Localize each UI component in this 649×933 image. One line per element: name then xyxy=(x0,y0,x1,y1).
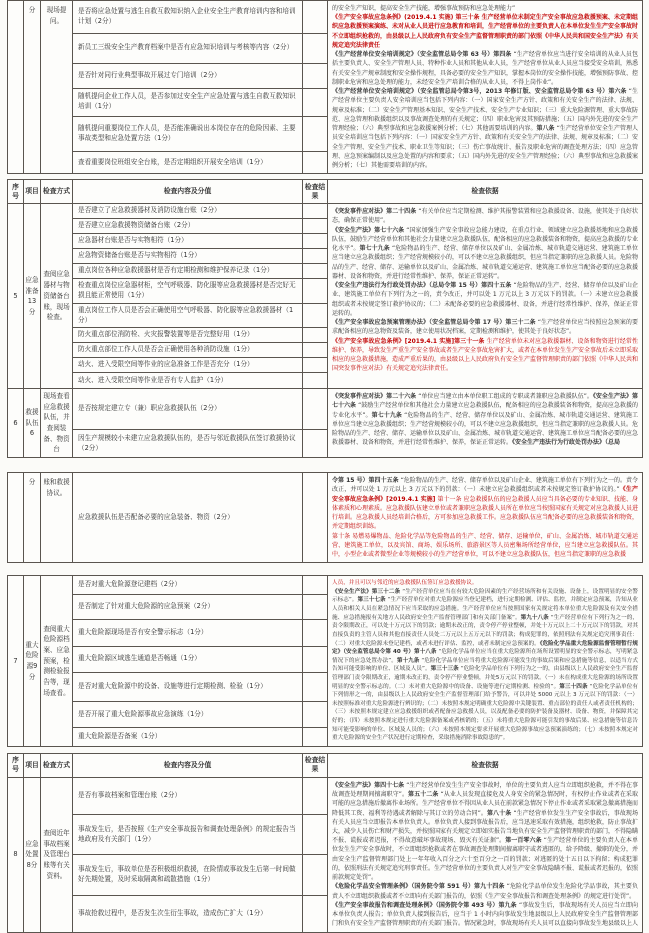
legal-text: “危险化学品单位应当在重大危险源所在场所设置明显的安全警示标志，写明紧急情况下的应急处置办法”。 xyxy=(332,649,639,664)
basis-cell xyxy=(328,1,643,174)
content-cell: 应急救援队伍是否配备必要的应急装备、物资（2分） xyxy=(73,473,303,563)
legal-text: 《安全生产法》第七十六条 xyxy=(332,393,638,410)
method-cell: 查阅应急器材与物资储备台账，现场检查。 xyxy=(41,204,73,389)
content-cell: 应急物资储备台账是否与实物相符（1分） xyxy=(73,249,303,264)
content-cell: 是否建立了应急救援器材及消防设施台账（2分） xyxy=(73,204,303,219)
basis-paragraph xyxy=(332,281,638,318)
basis-paragraph xyxy=(332,226,638,281)
header-row xyxy=(8,753,643,777)
result-cell xyxy=(303,373,328,389)
item-cell: 分 xyxy=(24,1,41,174)
column-header: 序号 xyxy=(8,180,24,204)
content-cell: 查看重要岗位班组安全台账，是否定期组织开展安全培训（1分） xyxy=(73,151,303,173)
table-row xyxy=(8,1,643,34)
table-row xyxy=(8,204,643,219)
content-cell: 是否针对同行业典型事故开展过专门培训（2分） xyxy=(73,64,303,88)
table-row xyxy=(8,576,643,595)
result-cell xyxy=(303,249,328,264)
content-cell: 事故抢救过程中，是否发生次生衍生事故，造成伤亡扩大（1分） xyxy=(73,896,303,932)
method-cell: 现场提问。 xyxy=(41,1,73,174)
content-cell: 事故发生后，是否按照《生产安全事故报告和调查处理条例》的规定报告当地政府及有关部门（1分） xyxy=(73,815,303,855)
basis-cell xyxy=(328,389,643,458)
legal-text-red: 《生产安全事故应急条例》[2019.4.1 实施] xyxy=(332,486,638,503)
result-cell xyxy=(303,88,328,117)
result-cell xyxy=(303,815,328,855)
table-block-B xyxy=(7,179,643,458)
basis-paragraph xyxy=(332,50,638,87)
seq-cell: 6 xyxy=(8,389,24,458)
legal-text: 第七十九条 xyxy=(359,245,392,253)
result-cell xyxy=(303,701,328,727)
content-cell: 是否按规定建立专（兼）职应急救援队伍（2分） xyxy=(73,389,303,430)
legal-text: “生产经营单位对重大危险源应当登记建档，进行定期检测、评估、监控，并制定应急预案，告知从业人员和相关人员在紧急情况下应当采取的应急措施。生产经营单位应当按照国家有关规定将本单位重大危险源及有关安全措施、应急措施报有关地方人民政府安全生产监督管理部门和有关部门备案”。 xyxy=(332,597,638,621)
result-cell xyxy=(303,1,328,34)
legal-text-red: 第十一条 应急救援队伍的应急救援人员应当具备必要的专业知识、技能、身体素质和心理素质。应急救援队伍建立单位或者兼职应急救援人员所在单位应当按照国家有关规定对应急救援人员进行培训。应急救援人员经培训合格后，方可参加应急救援工作。应急救援队伍应当配备必要的应急救援装备和物资，并定期组织训练。 xyxy=(332,495,639,531)
result-cell xyxy=(303,204,328,219)
column-header: 检查方式 xyxy=(41,180,73,204)
column-header: 序号 xyxy=(8,753,24,777)
basis-cell xyxy=(328,204,643,389)
result-cell xyxy=(303,303,328,328)
legal-text: 《安全生产法》第七十六条 xyxy=(332,226,407,234)
result-cell xyxy=(303,777,328,815)
legal-text: 《危险化学品重大危险源监督管理暂行规定》（安全监管总局令第 40 号）第十八条 xyxy=(332,640,638,656)
legal-text: “生产经营单位发生生产安全事故时，单位的主要负责人应当立即组织抢救，并不得在事故调查处理期间擅离职守”。 xyxy=(332,781,638,799)
basis-paragraph xyxy=(332,392,638,447)
legal-text: 《生产安全事故应急预案管理办法》（安全监管总局令第 17 号）第三十二条 xyxy=(332,319,538,327)
result-cell xyxy=(303,263,328,278)
legal-text: 《生产经营单位安全培训规定》（安全监管总局令第 63 号）第四条 xyxy=(332,51,514,59)
result-cell xyxy=(303,151,328,173)
item-cell: 应急准备13分 xyxy=(24,204,41,389)
legal-text: “有关单位应当定期检测、维护其报警装置和应急救援设备、设施，使其处于良好状态，确保正常使用”。 xyxy=(332,208,638,225)
basis-paragraph xyxy=(332,337,638,374)
legal-text: 第五十二条 xyxy=(408,791,441,799)
result-cell xyxy=(303,64,328,88)
legal-text: 令第 15 号）第四十五条 xyxy=(332,477,401,485)
legal-text: “国家加强生产安全事故应急能力建设，在重点行业、领域建立应急救援基地和应急救援队伍，鼓励生产经营单位和其他社会力量建立应急救援队伍，配备相应的应急救援装备和物资，提高应急救援的专业化水平”。 xyxy=(332,226,639,253)
legal-text: 《安全生产法》第四十七条 xyxy=(332,781,407,789)
table-block-E xyxy=(7,753,643,933)
seq-cell xyxy=(8,1,24,174)
basis-paragraph xyxy=(332,4,638,13)
legal-text: 《危险化学品安全管理条例》（国务院令第 591 号）第九十四条 xyxy=(332,883,507,891)
result-cell xyxy=(303,328,328,343)
basis-paragraph xyxy=(332,13,638,50)
table-block-D xyxy=(7,575,643,747)
seq-cell: 8 xyxy=(8,777,24,932)
content-cell: 重大危险源是否备案（1分） xyxy=(73,728,303,747)
basis-paragraph xyxy=(332,781,638,883)
legal-text: 《生产经营单位安全培训规定》（安全监管总局令第3号，2013 年修订版、安全监管总局令第 63 号）第六条 xyxy=(332,88,629,96)
item-cell: 救援队伍6 xyxy=(24,389,41,458)
result-cell xyxy=(303,473,328,563)
legal-text: “危险化学品单位发生危险化学品事故，其主要负责人不立即组织救援或者不立即向有关部门报告的，依照《生产安全事故报告和调查处理条例》的规定进行处罚”。 xyxy=(332,883,638,900)
legal-text: “危险化学品单位有下列情形之一的，由县级以上人民政府安全生产监督管理部门给予警告，可以并处 5000 元以上 3 万元以下的罚款：（一）未按照标准对重大危险源进行辨识的；（二）未按照本规定明确重大危险源中关键装置、重点部位的责任人或者责任机构的；（三）未按照本规定建立应急救援组织或者配备应急救援人员，以及配备必要的防护装备及器材、设备、物资，并保障其完好的；（四）未按照本规定进行重大危险源备案或者核销的；（五）未将重大危险源可能引发的事故后果、应急措施等信息告知可能受影响的单位、区域及人员的；（六）未按照本规定要求开展重大危险源事故应急预案演练的；（七）未按照本规定对重大危险源的安全生产状况进行定期检查，采取措施消除事故隐患的”。 xyxy=(332,683,638,742)
seq-cell: 7 xyxy=(8,576,24,747)
content-cell: 随机提问企业工作人员，是否参加过安全生产应急处置与逃生自救互救知识培训（1分） xyxy=(73,88,303,117)
result-cell xyxy=(303,595,328,620)
result-cell xyxy=(303,855,328,896)
item-cell: 应急处置8分 xyxy=(24,777,41,932)
result-cell xyxy=(303,343,328,358)
legal-text: “生产经营单位主要负责人安全培训应当包括下列内容：（一）国家安全生产方针、政策和有关安全生产的法律、法规、规章及标准；（二）安全生产管理基本知识、安全生产技术、安全生产专业知识；（三）重大危险源管理、重大事故防范、应急管理和救援组织以及事故调查处理的有关规定；（四）职业危害及其预防措施；（五）国内外先进的安全生产管理经验；（六）典型事故和应急救援案例分析；（七）其他需要培训的内容。 xyxy=(332,88,639,133)
content-cell: 事故发生后，事故单位是否积极组织救援，在险情或事故发生后第一时间做好先期处置，及时采取隔离和疏散措施（1分） xyxy=(73,855,303,896)
basis-paragraph xyxy=(332,579,638,588)
legal-text: 第一百零六条 xyxy=(505,837,544,845)
basis-cell xyxy=(328,777,643,932)
result-cell xyxy=(303,430,328,458)
legal-text: “危险物品的生产、经营、储存单位以及矿山企业、建筑施工单位有下列行为之一的。责令改正，并可以处 1 万元以上 3 万元以下的罚款：（一）未建立应急救援组织或者未按规定签订救护协议的。” xyxy=(332,477,638,494)
legal-text: 第八十条 xyxy=(486,809,514,817)
content-cell: 因生产规模较小未建立应急救援队伍的，是否与邻近救援队伍签订救援协议（2分） xyxy=(73,430,303,458)
legal-text: 第十九条 xyxy=(396,657,422,664)
legal-text-red: 生产经营单位未对应急救援器材、设备和物资进行经常性维护、保养，导致发生严重生产安全事故或者生产安全事故危害扩大，或者在本单位发生生产安全事故后未立即采取相应的应急救援措施，造成严重后果的，由县级以上人民政府负有安全生产监督管理职责的部门依照《中华人民共和国突发事件应对法》有关规定追究法律责任。 xyxy=(332,337,639,373)
legal-text: 《安全生产违法行为行政处罚办法》（总局令第 15 号）第四十五条 xyxy=(332,282,514,290)
column-header: 检查方式 xyxy=(41,753,73,777)
content-cell: 是否开展了重大危险源事故应急演练（1分） xyxy=(73,701,303,727)
legal-text: 《安全生产违法行为行政处罚办法》（总局 xyxy=(512,439,621,447)
legal-text: “危险物品的生产、经营、储存单位以及矿山企业、建筑施工单位有下列行为之一的，责令改正，并可以处 1 万元以上 3 万元以下的罚款。（一）未建立应急救援组织或者未按规定签订救护协议的；（二）未配备必要的应急救援器材、设备，并进行经常性维护、保养，保证正常运转的。 xyxy=(332,282,638,317)
seq-cell: 5 xyxy=(8,204,24,389)
basis-paragraph xyxy=(332,476,638,531)
legal-text: “危险物品的生产、经营、储存单位以及矿山、金属冶炼、城市轨道交通运营、建筑施工单位应当建立应急救援组织；生产经营规模较小的，可以不建立应急救援组织，但应当指定兼职的应急救援人员。危险物品的生产、经营、储存、运输单位以及矿山、金属冶炼、城市轨道交通运营、建筑施工单位应当配备必要的应急救援器材、设备和物资，并进行经常性维护、保养，保证正常运转。 xyxy=(332,411,639,447)
table-row xyxy=(8,777,643,815)
legal-text: 的安全生产知识，提高安全生产技能，增强事故预防和应急处理能力” xyxy=(332,5,516,12)
result-cell xyxy=(303,234,328,249)
legal-text: 第三十三条 xyxy=(430,666,461,673)
legal-text: 第八条 xyxy=(536,125,557,133)
content-cell: 新员工三级安全生产教育档案中是否有应急知识培训与考核等内容（2分） xyxy=(73,33,303,64)
legal-text: 第九十八条 xyxy=(520,614,551,621)
result-cell xyxy=(303,728,328,747)
legal-text: “生产经营单位应当在有较大危险因素的生产经营场所和有关设施、设备上，设置明显的安全警示标志”。 xyxy=(332,588,638,604)
basis-cell xyxy=(328,473,643,563)
legal-text: “事故发生后，事故现场有关人员应当立即向本单位负责人报告；单位负责人接到报告后，应当于 1 小时内向事故发生地县级以上人民政府安全生产监督管理部门和负有安全生产监督管理职责的有关部门报告。情况紧急时，事故现场有关人员可以直接向事故发生地县级以上人 xyxy=(332,901,639,928)
content-cell: 重点岗位工作人员是否会正确使用空气呼吸器、防化服等应急救援器材（1分） xyxy=(73,303,303,328)
content-cell: 重大危险源现场是否有安全警示标志（1分） xyxy=(73,620,303,646)
legal-text: 《突发事件应对法》第二十四条 xyxy=(332,208,419,216)
content-cell: 动火、进入受限空间等作业的应急准备工作是否充分（1分） xyxy=(73,358,303,373)
table-row xyxy=(8,389,643,430)
basis-paragraph xyxy=(332,532,638,560)
basis-paragraph xyxy=(332,87,638,170)
content-cell: 随机提问重要岗位工作人员，是否能准确说出本岗位存在的危险因素、主要事故类型和应急处置方法（1分） xyxy=(73,117,303,152)
legal-text: 第三十四条 xyxy=(559,683,590,690)
legal-text-red: 人员，并且可以与邻近的应急救援队伍签订应急救援协议。 xyxy=(332,580,478,587)
result-cell xyxy=(303,576,328,595)
item-cell: 分 xyxy=(24,473,41,563)
basis-paragraph xyxy=(332,207,638,225)
legal-text: “生产经营单位的主要负责人在本单位发生生产安全事故时，不立即组织抢救或者在事故调查处理期间擅离职守或者逃匿的，给予降级、撤职的处分，并由安全生产监督管理部门处上一年年收入百分之六十至百分之一百的罚款；对逃匿的处十五日以下拘留；构成犯罪的，依照刑法有关规定追究刑事责任。生产经营单位的主要负责人对生产安全事故隐瞒不报、谎报或者迟报的，依照前款规定处罚”。 xyxy=(332,837,639,882)
table-block-C xyxy=(7,472,643,563)
method-cell: 账和救援协议。 xyxy=(41,473,73,563)
column-header: 检查依据 xyxy=(328,753,643,777)
column-header: 检查内容及分值 xyxy=(73,753,303,777)
basis-paragraph xyxy=(332,901,638,929)
content-cell: 防火重点部位工作人员是否会正确使用各种消防设施（1分） xyxy=(73,343,303,358)
item-cell: 重大危险源9分 xyxy=(24,576,41,747)
legal-text-red: 《生产安全事故应急条例》(2019.4.1 实施) 第三十条 生产经营单位未制定生产安全事故应急救援预案、未定期组织应急救援预案演练、未对从业人员进行应急教育和培训，生产经营单位的主要负责人在本单位发生生产安全事故时不立即组织抢救的，由县级以上人民政府负有安全生产监督管理职责的部门依照《中华人民共和国安全生产法》有关规定追究法律责任 xyxy=(332,14,639,49)
basis-cell xyxy=(328,576,643,747)
column-header: 检查结果 xyxy=(303,180,328,204)
legal-text: 《突发事件应对法》第二十六条 xyxy=(332,393,419,401)
basis-paragraph xyxy=(332,882,638,900)
result-cell xyxy=(303,117,328,152)
column-header: 检查结果 xyxy=(303,753,328,777)
content-cell: 重大危险源区域逃生通道是否畅通（1分） xyxy=(73,646,303,672)
document-page xyxy=(7,0,643,933)
method-cell: 现场查看应急救援队伍，并查阅装备、物资台 xyxy=(41,389,73,458)
method-cell: 查阅近年事故档案及管理台账等有关资料。 xyxy=(41,777,73,932)
table-block-A xyxy=(7,0,643,174)
legal-text: 《生产安全事故报告和调查处理条例》（国务院令第 493 号）第九条 xyxy=(332,901,519,909)
result-cell xyxy=(303,278,328,303)
content-cell: 重点岗位各种应急救援器材是否有定期检测和维护保养记录（1分） xyxy=(73,263,303,278)
seq-cell xyxy=(8,473,24,563)
legal-text: 第三十七条 xyxy=(357,597,388,604)
content-cell: 是否将应急处置与逃生自救互救知识纳入企业安全生产教育培训内容和培训计划（2分） xyxy=(73,1,303,34)
legal-text: “危险化学品单位有下列行为之一的，由县级以上人民政府安全生产监督管理部门责令限期改正，逾期未改正的，责令停产停业整顿，并处5万元以下的罚款。（一）未在构成重大危险源的场所设置明显的安全警示标志的。（二）未对重大危险源中的设备、设施等进行定期检测、检验的”。 xyxy=(332,666,638,690)
legal-text-red: 《生产安全事故应急条例》[2019.4.1 实施]第三十一条 xyxy=(332,337,487,345)
header-row xyxy=(8,180,643,204)
content-cell: 应急器材台账是否与实物相符（1分） xyxy=(73,234,303,249)
content-cell: 是否对重大危险源登记建档（2分） xyxy=(73,576,303,595)
content-cell: 是否建立应急救援物资储备台账（2分） xyxy=(73,219,303,234)
column-header: 项目 xyxy=(24,753,41,777)
content-cell: 检查重点岗位应急器材柜，空气呼吸器、防化服等应急救援器材是否完好无损且能正常使用（1分） xyxy=(73,278,303,303)
legal-text: “生产经营单位安全生产管理人员安全培训应当包括下列内容：（一）国家安全生产方针、政策和有关安全生产的法律、法规、规章及标准；（二）安全生产管理、安全生产技术、职业卫生等知识；（三）伤亡事故统计、报告及职业危害的调查处理方法；（四）应急管理、应急预案编制以及应急处置的内容和要求；（五）国内外先进的安全生产管理经验；（六）典型事故和应急救援案例分析；（七）其他需要培训的内容。 xyxy=(332,125,639,169)
result-cell xyxy=(303,646,328,672)
legal-text: “生产经营单位应当按照应急预案的要求配备相应的应急物资及装备，建立使用状况档案，定期检测和维护，使其处于良好状态”。 xyxy=(332,319,638,336)
legal-text: “生产经营单位应当进行安全培训的从业人员包括主要负责人、安全生产管理人员、特种作业人员和其他从业人员，生产经营单位从业人员应当接受安全培训，熟悉有关安全生产规章制度和安全操作规程，具备必要的安全生产知识，掌握本岗位的安全操作技能，增强预防事故、控制职业危害和应急处理的能力，未经安全生产培训合格的从业人员，不得上岗作业”。 xyxy=(332,51,639,86)
legal-text: “从业人员发现直接危及人身安全的紧急情况时，有权停止作业或者在采取可能的应急措施后撤离作业场所。生产经营单位不得因从业人员在前款紧急情况下停止作业或者采取紧急撤离措施而降低其工资、福利等待遇或者解除与其订立的劳动合同”。 xyxy=(332,791,639,817)
content-cell: 是否制定了针对重大危险源的应急预案（2分） xyxy=(73,595,303,620)
result-cell xyxy=(303,672,328,701)
method-cell: 查阅重大危险源档案、应急预案，检测检验报告等，现场查看。 xyxy=(41,576,73,747)
table-row xyxy=(8,473,643,563)
result-cell xyxy=(303,389,328,430)
content-cell: 是否有事故档案和管理台账（2分） xyxy=(73,777,303,815)
legal-text: “危险化学品单位应当将重大危险源可能发生的事故后果和应急措施等信息，以适当方式告知可能受影响的单位、区域及人员”。 xyxy=(332,657,638,673)
result-cell xyxy=(303,896,328,932)
basis-paragraph xyxy=(332,588,638,743)
basis-paragraph xyxy=(332,318,638,336)
legal-text: “危险物品的生产、经营、储存单位以及矿山、金属冶炼、城市轨道交通运营、建筑施工单位应当建立应急救援组织；生产经营规模较小的，可以不建立应急救援组织，但应当指定兼职的应急救援人员。危险物品的生产、经营、储存、运输单位以及矿山、金属冶炼、城市轨道交通运营、建筑施工单位应当配备必要的应急救援器材、设备和物资，并进行经常性维护、保养，保证正常运转”。 xyxy=(332,245,639,280)
column-header: 项目 xyxy=(24,180,41,204)
result-cell xyxy=(303,358,328,373)
legal-text: “单位应当建立由本单位职工组成的专职或者兼职应急救援队伍”。 xyxy=(418,393,593,401)
legal-text: “生产经营单位有下列行为之一的，责令限期改正，可以处十万元以下的罚款；逾期未改正的，责令停产停业整顿，并处十万元以上二十万元以下的罚款，对其直接负责的主管人员和其他直接责任人员处二万元以上五万元以下的罚款；构成犯罪的，依照刑法有关规定追究刑事责任：（二）对重大危险源未登记建档，或者未进行评估、监控，或者未制定应急预案的。 xyxy=(332,614,638,647)
column-header: 检查内容及分值 xyxy=(73,180,303,204)
content-cell: 防火重点部位消防栓、火灾报警装置等是否完整好用（1分） xyxy=(73,328,303,343)
legal-text: 《安全生产法》第三十二条 xyxy=(332,588,403,595)
content-cell: 是否对重大危险源中的设备、设施等进行定期检测、检验（1分） xyxy=(73,672,303,701)
content-cell: 动火、进入受限空间等作业是否有专人监护（1分） xyxy=(73,373,303,389)
column-header: 检查依据 xyxy=(328,180,643,204)
legal-text: “生产经营单位发生生产安全事故后，事故现场有关人员应当立即报告本单位负责人。单位负责人接到事故报告后，应当迅速采取有效措施，组织抢救，防止事故扩大，减少人员伤亡和财产损失，并按照国家有关规定立即如实报告当地负有安全生产监督管理职责的部门，不得隐瞒不报、谎报或者迟报，不得故意破坏事故现场、毁灭有关证据”。 xyxy=(332,809,639,845)
legal-text-red: 第十条 易燃易爆物品、危险化学品等危险物品的生产、经营、储存、运输单位，矿山、金属冶炼、城市轨道交通运营、建筑施工单位，以及宾馆、商场、娱乐场所、旅游景区等人员密集场所经营单位，应当建立应急救援队伍。其中，小型企业或者微型企业等规模较小的生产经营单位，可以不建立应急救援队伍，但应当指定兼职的应急救援 xyxy=(332,532,638,559)
legal-text: “鼓励生产经营单位和其他社会力量建立应急救援队伍，配备相应的应急救援装备和物资，提高应急救援的专业化水平”。 xyxy=(332,402,638,419)
result-cell xyxy=(303,620,328,646)
result-cell xyxy=(303,219,328,234)
legal-text: 第七十九条 xyxy=(371,411,405,419)
result-cell xyxy=(303,33,328,64)
